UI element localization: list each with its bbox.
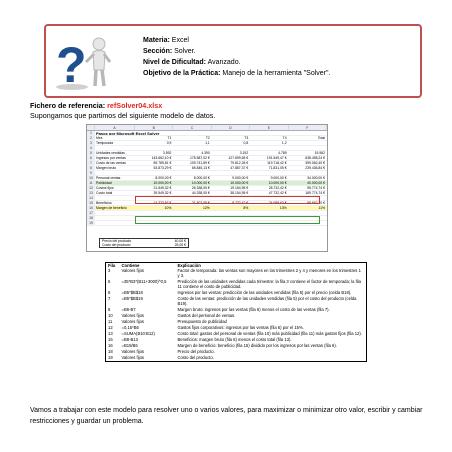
cell-value: T2 — [205, 136, 210, 140]
mini-value: 25,00 € — [174, 243, 186, 248]
cell-fila: 16 — [108, 342, 113, 348]
row-label: Beneficios — [96, 201, 112, 205]
meta-nivel: Nivel de Dificultad: Avanzado. — [143, 59, 241, 66]
cell-contiene: =B15/B6 — [121, 342, 138, 348]
meta-objetivo: Objetivo de la Práctica: Manejo de la herramienta "Solver". — [143, 70, 331, 77]
cell-contiene: =35*B3*(B11+3000)^0,5 — [121, 279, 167, 285]
cell-value: 10.000,00 € — [212, 181, 250, 185]
svg-text:?: ? — [56, 37, 87, 92]
cell-value: 71.831,05 € — [268, 166, 287, 170]
row-number: 12 — [87, 186, 95, 190]
cell-value: 127.699,65 € — [228, 156, 249, 160]
row-label: Ingresos por ventas — [96, 156, 126, 160]
column-header: D — [212, 125, 250, 130]
cell-value: 38.154,95 € — [230, 191, 249, 195]
header-box — [44, 24, 422, 98]
cell-value: 24.098,63 € — [268, 201, 287, 205]
cell-value: 40.000,00 € — [289, 181, 327, 185]
cell-value: T3 — [244, 136, 249, 140]
cell-value: 1,2 — [281, 141, 287, 145]
row-label: Publicidad — [95, 181, 135, 185]
cell-explicacion: Costo del producto. — [177, 354, 214, 360]
cell-value: 28.732,42 € — [268, 186, 287, 190]
cell-value — [289, 146, 327, 150]
column-header: C — [173, 125, 211, 130]
cell-value: 26.338,05 € — [191, 186, 210, 190]
mini-value: 40,00 € — [174, 239, 186, 243]
reference-file: refSolver04.xlsx — [107, 101, 163, 110]
column-header: E — [250, 125, 288, 130]
cell-fila: 8 — [108, 306, 111, 312]
cell-value: 1,1 — [205, 141, 210, 145]
row-number: 2 — [87, 136, 95, 140]
row-number: 10 — [87, 176, 95, 180]
table-row — [106, 355, 367, 361]
row-label: Mes — [96, 136, 103, 140]
row-label: Unidades vendidas — [96, 151, 125, 155]
cell-value: 10% — [135, 206, 173, 210]
cell-value — [289, 141, 327, 145]
cell-value: 21.549,32 € — [153, 186, 172, 190]
cell-contiene: Valores fijos — [121, 268, 144, 274]
table-row — [106, 269, 367, 280]
cell-fila: 5 — [108, 279, 111, 285]
cell-value: T4 — [282, 136, 287, 140]
cell-value — [212, 146, 250, 150]
cell-value: 69.662,10 € — [307, 201, 326, 205]
row-label — [95, 196, 135, 200]
row-number: 18 — [87, 216, 95, 220]
cell-value: 4.390 — [201, 151, 210, 155]
cell-value: 143.662,10 € — [151, 156, 172, 160]
cell-contiene: Valores fijos — [121, 312, 144, 318]
cell-value — [173, 146, 211, 150]
row-number: 14 — [87, 196, 95, 200]
cell-value: 4.789 — [278, 151, 287, 155]
cell-value: 65.845,13 € — [191, 166, 210, 170]
cell-contiene: =0,15*B6 — [121, 324, 139, 330]
cell-fila: 7 — [108, 295, 111, 301]
row-number: 5 — [87, 151, 95, 155]
cell-value — [250, 146, 288, 150]
row-number: 4 — [87, 146, 95, 150]
row-number: 1 — [87, 131, 95, 135]
cell-contiene: =B8-B13 — [121, 336, 138, 342]
cell-value: 47.732,42 € — [268, 191, 287, 195]
cell-explicacion: Ingresos por las ventas: predicción de las unidades vendidas (fila 5) por el precio (celda B18). — [177, 289, 352, 295]
header-contiene: Contiene — [121, 262, 140, 268]
cell-value: 53.873,29 € — [153, 166, 172, 170]
corner-cell — [87, 125, 95, 130]
cell-value: 9.732,42 € — [232, 201, 249, 205]
cell-fila: 12 — [108, 324, 113, 330]
cell-value: 8% — [212, 206, 250, 210]
row-label: Personal ventas — [96, 176, 121, 180]
row-label — [95, 221, 135, 225]
cell-explicacion: Gastos del personal de ventas. — [177, 312, 236, 318]
cell-fila: 11 — [108, 318, 113, 324]
cell-fila: 13 — [108, 330, 113, 336]
mini-label: Costo del producto — [102, 243, 131, 248]
cell-value: 399.062,40 € — [305, 161, 326, 165]
row-label — [95, 211, 135, 215]
cell-value: 119.718,42 € — [267, 161, 287, 165]
cell-value: 44.338,05 € — [191, 191, 210, 195]
row-label — [95, 171, 135, 175]
row-label: Costo de las ventas — [96, 161, 126, 165]
spreadsheet-image — [86, 124, 328, 252]
cell-value: 175.587,02 € — [190, 156, 210, 160]
cell-value: 0,9 — [166, 141, 172, 145]
column-header: F — [289, 125, 327, 130]
cell-value — [212, 211, 250, 215]
cell-contiene: =B6-B7 — [121, 306, 136, 312]
cell-value: 9.000,00 € — [270, 176, 287, 180]
cell-value — [135, 171, 173, 175]
header-fila: Fila — [108, 262, 116, 268]
cell-value: 95.774,74 € — [307, 186, 326, 190]
mini-label: Precio del producto — [102, 239, 132, 243]
cell-explicacion: Gastos fijos corporativos: ingresos por las ventas (fila 6) por el 15%. — [177, 324, 304, 330]
cell-value: 19.154,95 € — [230, 186, 249, 190]
cell-value: 109.741,89 € — [190, 161, 210, 165]
cell-value: 169.774,74 € — [305, 191, 326, 195]
cell-contiene: =B5*$B$18 — [121, 289, 143, 295]
row-number: 7 — [87, 161, 95, 165]
cell-value — [173, 171, 211, 175]
cell-contiene: =SUMA(B10:B12) — [121, 330, 155, 336]
cell-value — [135, 146, 173, 150]
row-label: Margen de beneficio — [95, 206, 135, 210]
row-number: 19 — [87, 221, 95, 225]
question-mark-figure-icon — [52, 32, 114, 92]
row-number: 11 — [87, 181, 95, 185]
row-label — [95, 146, 135, 150]
cell-value: 3.192 — [239, 151, 249, 155]
reference-line: Fichero de referencia: refSolver04.xlsx — [30, 101, 163, 110]
cell-value: 39.549,32 € — [153, 191, 172, 195]
cell-fila: 18 — [108, 348, 113, 354]
cell-value: 89.789,81 € — [153, 161, 172, 165]
column-header: A — [95, 125, 135, 130]
cell-explicacion: Margen bruto: ingresos por las ventas (fila 6) menos el costo de las ventas (fila 7). — [177, 306, 330, 312]
cell-fila: 10 — [108, 312, 113, 318]
cell-value — [289, 171, 327, 175]
cell-explicacion: Beneficios: margen bruto (fila 8) menos el costo total (fila 13). — [177, 336, 292, 342]
row-label: Costo total — [96, 191, 113, 195]
outro-text: Vamos a trabajar con este modelo para resolver uno o varios valores, para maximizar o minimizar otro valor, escribir y cambiar restricciones y guardar un problema. — [30, 407, 423, 425]
mini-row — [100, 243, 188, 247]
cell-explicacion: Costo total: gastos del personal de ventas (fila 10) más publicidad (fila 11) más gastos fijos (fila 12). — [177, 330, 362, 336]
cell-fila: 19 — [108, 354, 113, 360]
cell-value: 239.436,84 € — [305, 166, 326, 170]
cell-value — [212, 171, 250, 175]
cell-fila: 15 — [108, 336, 113, 342]
cell-value: 13% — [250, 206, 288, 210]
cell-value: 9.000,00 € — [232, 176, 249, 180]
cell-value: 10.000,00 € — [250, 181, 288, 185]
price-cost-box — [99, 238, 189, 248]
row-number: 6 — [87, 156, 95, 160]
cell-explicacion: Precio del producto. — [177, 348, 215, 354]
cell-value: 8.000,00 € — [193, 176, 210, 180]
row-number: 8 — [87, 166, 95, 170]
cell-value: 14.323,97 € — [153, 201, 172, 205]
cell-value: 11% — [289, 206, 327, 210]
cell-value: 10.000,00 € — [173, 181, 211, 185]
cell-value: 191.549,47 € — [266, 156, 287, 160]
cell-fila: 6 — [108, 289, 111, 295]
cell-explicacion: Factor de temporada: las ventas son mayores en los trimestres 2 y 4 y menores en los trimestres 1 y 3. — [177, 268, 361, 279]
column-header: B — [135, 125, 173, 130]
cell-contiene: Valores fijos — [121, 318, 144, 324]
cell-value — [289, 211, 327, 215]
explanation-table — [105, 262, 367, 362]
cell-value: 21.507,08 € — [191, 201, 210, 205]
cell-value: 10.000,00 € — [135, 181, 173, 185]
cell-value: 47.887,37 € — [230, 166, 249, 170]
header-explicacion: Explicación — [177, 262, 201, 268]
meta-seccion: Sección: Solver. — [143, 48, 196, 55]
cell-contiene: Valores fijos — [121, 354, 144, 360]
row-label: Costos fijos — [96, 186, 114, 190]
cell-value: 34.000,00 € — [307, 176, 326, 180]
cell-value: 0,8 — [243, 141, 249, 145]
row-label — [95, 216, 135, 220]
cell-value: 12% — [173, 206, 211, 210]
cell-value — [250, 171, 288, 175]
row-number: 15 — [87, 201, 95, 205]
cell-explicacion: Costo de las ventas: predicción de las unidades vendidas (fila 5) por el costo del producto (celda B19). — [177, 295, 357, 306]
row-number: 17 — [87, 211, 95, 215]
row-label: Temporada — [96, 141, 113, 145]
row-label: Margen bruto — [96, 166, 117, 170]
table-row — [106, 296, 367, 307]
cell-value — [250, 211, 288, 215]
cell-value: 8.000,00 € — [155, 176, 172, 180]
cell-explicacion: Presupuesto de publicidad — [177, 318, 227, 324]
row-number: 3 — [87, 141, 95, 145]
cell-value: 638.498,24 € — [305, 156, 326, 160]
highlight-green-box — [135, 216, 320, 224]
cell-fila: 3 — [108, 268, 111, 274]
cell-explicacion: Margen de beneficio: beneficio (fila 15) dividido por los ingresos por las ventas (fila 6). — [177, 342, 337, 348]
cell-value: 15.962 — [314, 151, 326, 155]
meta-materia: Materia: Excel — [143, 37, 189, 44]
cell-contiene: Valores fijos — [121, 348, 144, 354]
row-label: Pasos por Microsoft Excel Solver — [96, 131, 160, 135]
header-meta — [143, 35, 330, 79]
sheet-grid — [87, 131, 327, 251]
cell-contiene: =B5*$B$19 — [121, 295, 143, 301]
table-row — [106, 280, 367, 291]
intro-text: Supongamos que partimos del siguiente modelo de datos. — [30, 111, 216, 120]
cell-value: 79.812,28 € — [230, 161, 249, 165]
row-number: 9 — [87, 171, 95, 175]
row-number: 13 — [87, 191, 95, 195]
highlight-red-box — [135, 196, 320, 204]
cell-value: Total — [317, 136, 326, 140]
cell-value — [135, 211, 173, 215]
cell-value: T1 — [167, 136, 172, 140]
cell-value: 3.592 — [162, 151, 172, 155]
cell-explicacion: Predicción de las unidades vendidas cada trimestre: la fila 3 contiene el factor de temporada; la fila 11 contiene el costo de publicidad. — [177, 279, 361, 289]
row-number: 16 — [87, 206, 95, 210]
cell-value — [173, 211, 211, 215]
